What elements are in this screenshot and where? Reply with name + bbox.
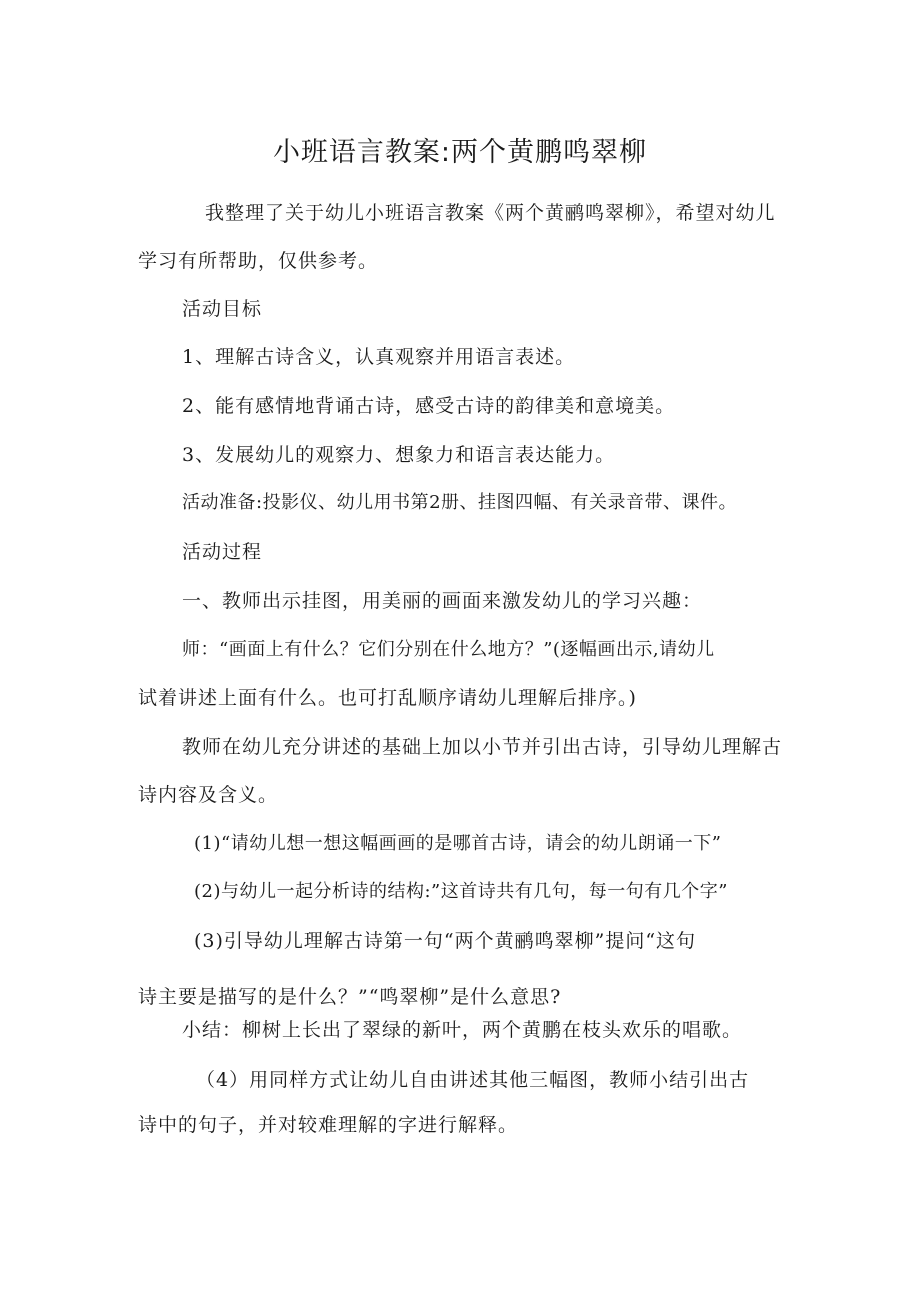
process-step-1: 一、教师出示挂图，用美丽的画面来激发幼儿的学习兴趣： bbox=[182, 590, 703, 612]
sub-step-2: (2)与幼儿一起分析诗的结构:”这首诗共有几句，每一句有几个字” bbox=[194, 881, 728, 902]
intro-line-1: 我整理了关于幼儿小班语言教案《两个黄鹂鸣翠柳》，希望对幼儿 bbox=[205, 202, 776, 224]
sub-step-4-line-1: （4）用同样方式让幼儿自由讲述其他三幅图，教师小结引出古 bbox=[196, 1069, 750, 1091]
section-heading-process: 活动过程 bbox=[182, 541, 263, 563]
goal-item-3: 3、发展幼儿的观察力、想象力和语言表达能力。 bbox=[182, 444, 616, 466]
teacher-question-line-2: 试着讲述上面有什么。也可打乱顺序请幼儿理解后排序。) bbox=[138, 687, 637, 709]
summary-line: 小结：柳树上长出了翠绿的新叶，两个黄鹏在枝头欢乐的唱歌。 bbox=[182, 1019, 743, 1041]
goal-item-1: 1、理解古诗含义，认真观察并用语言表述。 bbox=[182, 346, 576, 368]
goal-item-2: 2、能有感情地背诵古诗，感受古诗的韵律美和意境美。 bbox=[182, 395, 676, 417]
teacher-question-line-1: 师：“画面上有什么？它们分别在什么地方？”(逐幅画出示,请幼儿 bbox=[182, 639, 715, 660]
intro-line-2: 学习有所帮助，仅供参考。 bbox=[138, 250, 379, 272]
section-heading-goals: 活动目标 bbox=[182, 298, 263, 320]
summary-paragraph-line-2: 诗内容及含义。 bbox=[138, 784, 279, 806]
sub-step-3-line-2: 诗主要是描写的是什么？”“鸣翠柳”是什么意思? bbox=[138, 986, 562, 1008]
summary-paragraph-line-1: 教师在幼儿充分讲述的基础上加以小节并引出古诗，引导幼儿理解古 bbox=[182, 736, 783, 758]
sub-step-3-line-1: (3)引导幼儿理解古诗第一句“两个黄鹂鸣翠柳”提问“这句 bbox=[194, 930, 697, 952]
sub-step-4-line-2: 诗中的句子，并对较难理解的字进行解释。 bbox=[138, 1114, 519, 1136]
preparation-line: 活动准备:投影仪、幼儿用书第2册、挂图四幅、有关录音带、课件。 bbox=[182, 492, 738, 513]
sub-step-1: (1)“请幼儿想一想这幅画画的是哪首古诗，请会的幼儿朗诵一下” bbox=[194, 833, 722, 854]
document-title: 小班语言教案:两个黄鹏鸣翠柳 bbox=[272, 137, 648, 168]
